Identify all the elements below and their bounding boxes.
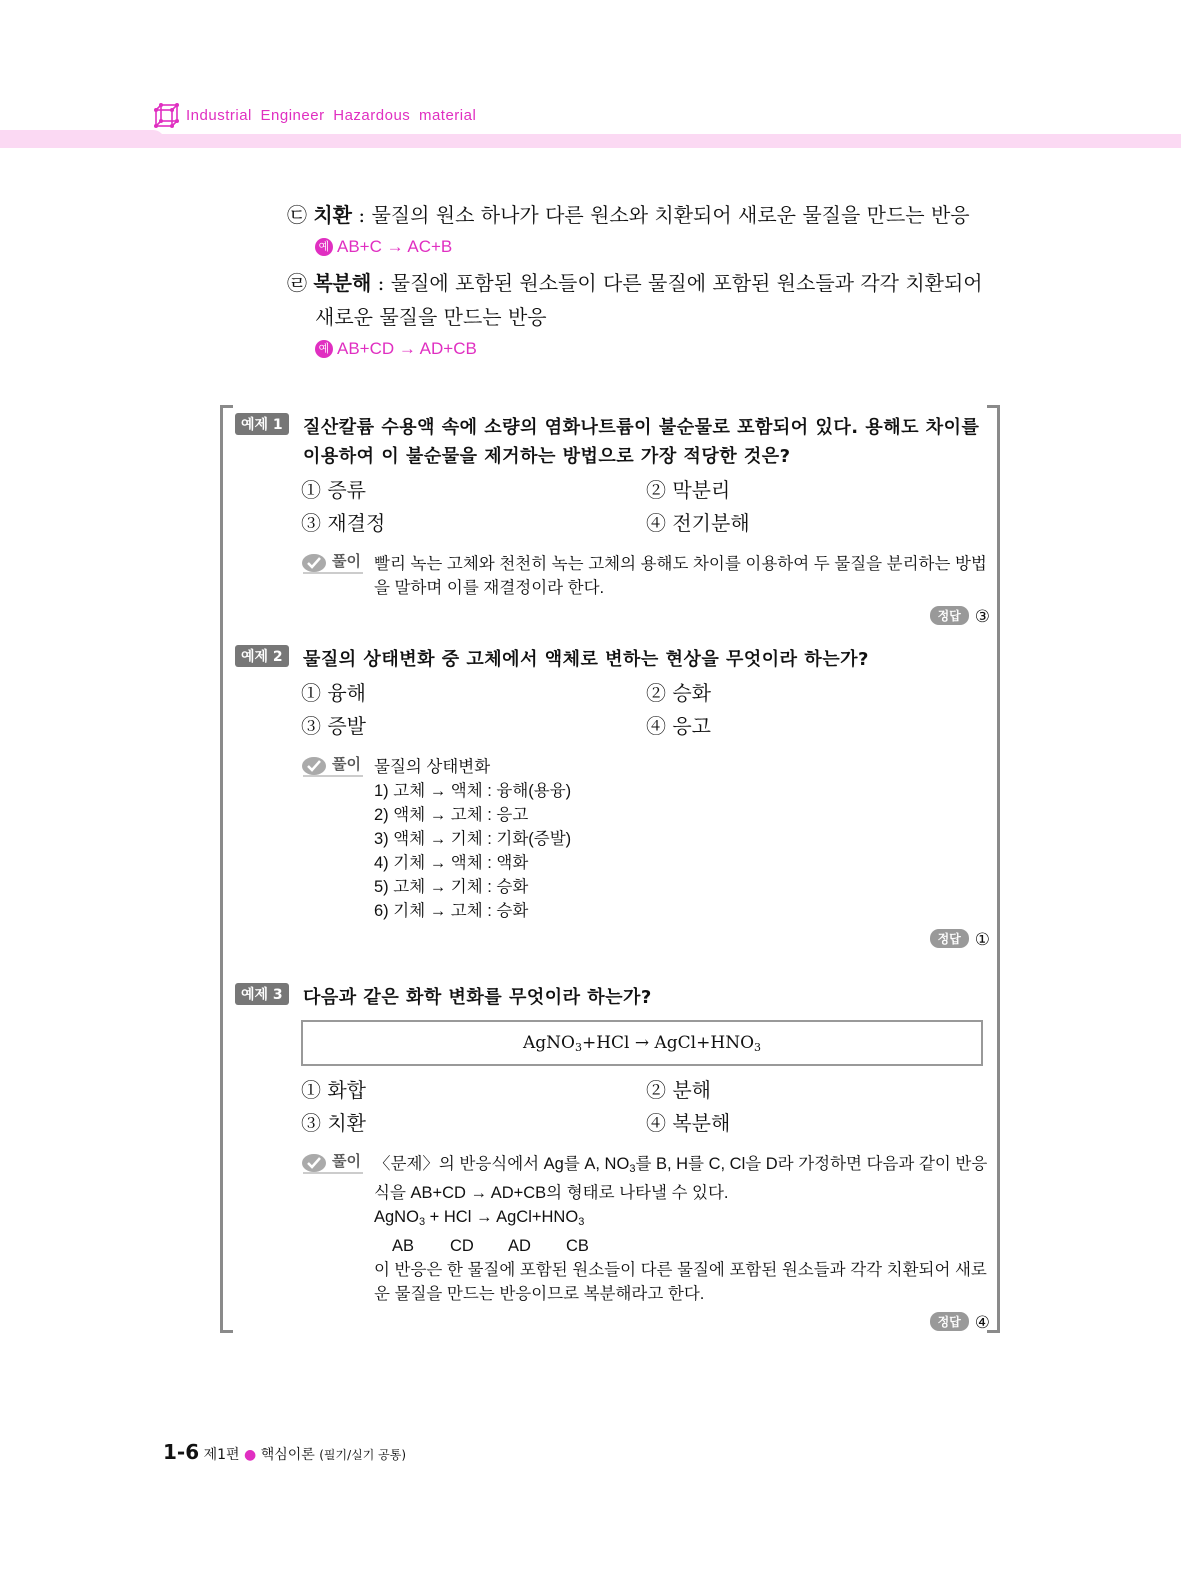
solution-text (374, 755, 990, 923)
page-number: 1-6 (163, 1440, 200, 1464)
answer-value: ④ (974, 1313, 990, 1333)
formula-box (301, 1020, 983, 1066)
solution-text: 빨리 녹는 고체와 천천히 녹는 고체의 용해도 차이를 이용하여 두 물질을 분리하는 방법을 말하며 이를 재결정이라 한다. (374, 555, 987, 597)
choices (301, 677, 990, 743)
choice: ① 화합 (301, 1078, 366, 1102)
footer-chapter: 핵심이론 (260, 1447, 315, 1463)
solution-label: 풀이 (332, 1152, 361, 1170)
def-text: : 물질에 포함된 원소들이 다른 물질에 포함된 원소들과 각각 치환되어 (371, 271, 983, 295)
solution-line: 2) 액체 → 고체 : 응고 (374, 806, 529, 824)
header-band (0, 134, 1181, 148)
choice: ③ 치환 (301, 1111, 366, 1135)
solution-line: 물질의 상태변화 (374, 758, 491, 776)
def-term: 치환 (313, 203, 352, 227)
question-label: 예제 3 (235, 983, 289, 1005)
choice: ① 증류 (301, 478, 366, 502)
solution-part: 〈문제〉의 반응식에서 Ag를 A, NO (374, 1155, 630, 1173)
solution-line: 3) 액체 → 기체 : 기화(증발) (374, 830, 572, 848)
example-text: AB+C → AC+B (337, 237, 453, 256)
def-term: 복분해 (313, 271, 372, 295)
def-text-cont: 새로운 물질을 만드는 반응 (315, 305, 547, 329)
page-header (0, 100, 1181, 150)
answer-value: ① (974, 930, 990, 950)
solution (301, 1152, 990, 1306)
choices (301, 474, 990, 540)
example-badge: 예 (315, 340, 333, 358)
letters-line (374, 1234, 990, 1258)
question-label: 예제 2 (235, 645, 289, 667)
answer-badge: 정답 (930, 606, 969, 625)
definitions (287, 198, 1007, 368)
formula-sub: 3 (574, 1041, 582, 1054)
letter: AD (508, 1237, 531, 1255)
solution (301, 755, 990, 923)
header-title: Industrial Engineer Hazardous material (186, 107, 477, 124)
solution-label: 풀이 (332, 552, 361, 570)
choices (301, 1074, 990, 1140)
answer-badge: 정답 (930, 929, 969, 948)
examples-box (220, 405, 1000, 1333)
definition-double-decomposition (287, 266, 1007, 364)
molecule-cube-icon (150, 100, 182, 132)
formula-sub: 3 (754, 1041, 762, 1054)
solution-label: 풀이 (332, 755, 361, 773)
solution-part: 를 B, H를 C, Cl을 D라 가정하면 다음과 같이 반응식을 AB+CD → AD+CB의 형태로 나타낼 수 있다. (374, 1155, 988, 1202)
example-question-3 (235, 983, 990, 1333)
choice: ③ 증발 (301, 714, 366, 738)
choice: ② 분해 (646, 1078, 711, 1102)
choice: ② 막분리 (646, 478, 731, 502)
solution-line: 이 반응은 한 물질에 포함된 원소들이 다른 물질에 포함된 원소들과 각각 치환되어 새로운 물질을 만드는 반응이므로 복분해라고 한다. (374, 1261, 987, 1303)
answer (235, 606, 990, 627)
left-bracket (220, 405, 233, 1333)
reaction-line (374, 1205, 990, 1234)
choice: ④ 복분해 (646, 1111, 731, 1135)
solution-text (374, 1152, 990, 1306)
choice: ③ 재결정 (301, 511, 386, 535)
letter: AB (392, 1237, 415, 1255)
question-text: 질산칼륨 수용액 속에 소량의 염화나트륨이 불순물로 포함되어 있다. 용해도 차이를 이용하여 이 불순물을 제거하는 방법으로 가장 적당한 것은? (303, 417, 980, 467)
answer-value: ③ (974, 607, 990, 627)
solution (301, 552, 990, 600)
example-badge: 예 (315, 238, 333, 256)
answer (235, 1312, 990, 1333)
footer-bullet-icon: ● (244, 1447, 257, 1463)
answer-badge: 정답 (930, 1312, 969, 1331)
def-text: : 물질의 원소 하나가 다른 원소와 치환되어 새로운 물질을 만드는 반응 (352, 203, 970, 227)
footer-note: (필기/실기 공통) (319, 1448, 407, 1462)
solution-line: 6) 기체 → 고체 : 승화 (374, 902, 529, 920)
reaction-sub: 3 (418, 1216, 426, 1228)
question-label: 예제 1 (235, 413, 289, 435)
formula-part: +HCl → AgCl+HNO (581, 1033, 755, 1053)
reaction-part: + HCl → AgCl+HNO (425, 1208, 579, 1226)
letter: CB (566, 1237, 589, 1255)
question-text: 다음과 같은 화학 변화를 무엇이라 하는가? (303, 987, 652, 1008)
solution-line: 4) 기체 → 액체 : 액화 (374, 854, 529, 872)
page-footer (163, 1440, 406, 1464)
definition-substitution (287, 198, 1007, 262)
example-question-2 (235, 645, 990, 950)
solution-line: 5) 고체 → 기체 : 승화 (374, 878, 529, 896)
reaction-sub: 3 (578, 1216, 585, 1228)
example-text: AB+CD → AD+CB (337, 339, 477, 358)
header-band-tab (0, 130, 165, 148)
answer (235, 929, 990, 950)
choice: ④ 응고 (646, 714, 711, 738)
choice: ① 융해 (301, 681, 366, 705)
choice: ④ 전기분해 (646, 511, 750, 535)
formula-part: AgNO (522, 1033, 575, 1053)
example-question-1 (235, 413, 990, 627)
solution-sub: 3 (629, 1163, 636, 1175)
footer-part: 제1편 (203, 1447, 240, 1463)
solution-line: 1) 고체 → 액체 : 융해(용융) (374, 782, 572, 800)
choice: ② 승화 (646, 681, 711, 705)
solution-line (374, 1152, 990, 1205)
letter: CD (450, 1237, 474, 1255)
question-text: 물질의 상태변화 중 고체에서 액체로 변하는 현상을 무엇이라 하는가? (303, 649, 869, 670)
def-marker: ㉢ (287, 203, 307, 227)
def-marker: ㉣ (287, 271, 307, 295)
reaction-part: AgNO (374, 1208, 419, 1226)
